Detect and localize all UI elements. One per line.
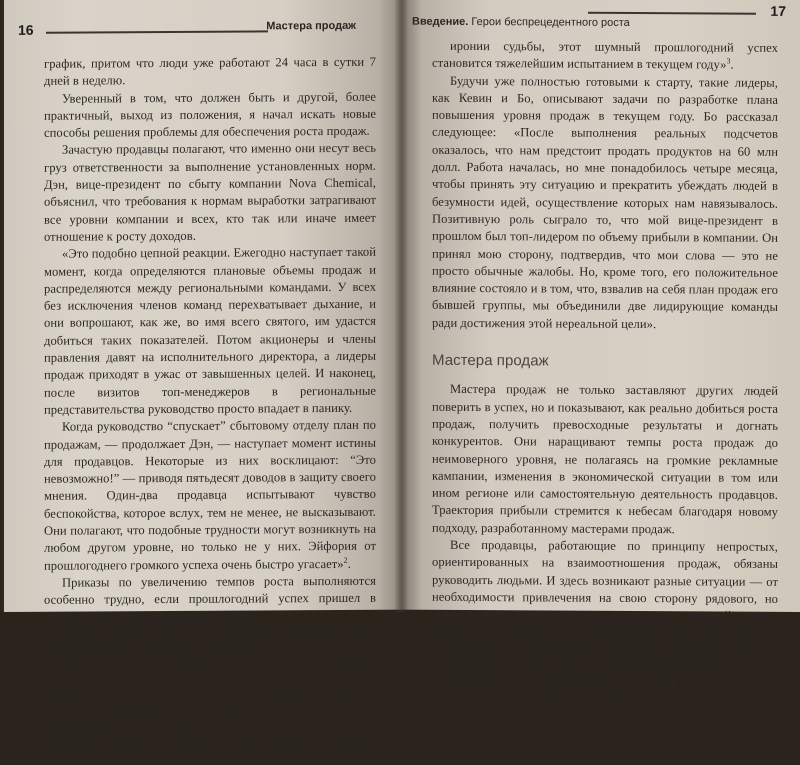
- paragraph: [44, 54, 376, 91]
- left-page-text: [44, 54, 376, 765]
- book-gutter: [394, 0, 408, 612]
- paragraph-text: график, притом что люди уже работают 24 часа в сутки 7 дней в неделю.: [44, 54, 376, 89]
- paragraph: [44, 417, 376, 575]
- right-running-title-bold: Введение.: [412, 15, 469, 28]
- footnote-ref: 3: [726, 56, 731, 66]
- paragraph-text: Кевин, вице-президент по продажам, объяснил, каким образом может увеличиваться давление.: [44, 625, 376, 659]
- right-running-title: [412, 16, 630, 29]
- paragraph-text: Уверенный в том, что должен быть и другой, более практичный, выход из положения, я начал искать новые способы решения проблемы для обеспечения роста продаж.: [44, 89, 376, 140]
- paragraph-text: «Это подобно цепной реакции. Ежегодно наступает такой момент, когда определяются плановые объемы продаж и распределяются между региональными командами. У всех без исключения членов команд перехватывает дыхание, и они вопрошают, как же, во имя всего святого, им удастся добиться таких показателей. Потом акционеры и члены правления давят на исполнительного директора, а лидеры продаж приходят в ужас от завышенных целей. И наконец, после визитов топ-менеджеров в региональные представительства руководство просто впадает в панику.: [44, 244, 376, 417]
- left-page-number: 16: [18, 21, 34, 38]
- paragraph-text: Мастера продаж не только заставляют других людей поверить в успех, но и показывают, как реально добиться роста продаж, получить превосходные результаты и догнать конкурентов. Они наращивают темпы роста продаж до неимоверного уровня, не полагаясь на громкие рекламные кампании, изменения в экономической ситуации в том или ином регионе или самостоятельную деятельность продавцов. Траектория прибыли стремится к небесам благодаря новому подходу, разработанному мастерами продаж.: [432, 382, 778, 536]
- left-header-rule: [46, 30, 268, 33]
- paragraph: [432, 38, 778, 75]
- paragraph-text: Зачастую продавцы полагают, что именно они несут весь груз ответственности за выполнение установленных норм. Дэн, вице-президент по сбыту компании Nova Chemical, объяснил, что требования к нормам выработки затрагивают все уровни компании и всех, кто так или иначе имеет отношение к росту доходов.: [44, 141, 376, 244]
- right-page: [402, 0, 800, 709]
- paragraph: [432, 72, 778, 334]
- section-heading: Мастера продаж: [432, 351, 549, 370]
- paragraph: [44, 88, 376, 142]
- paragraph: [44, 659, 376, 765]
- paragraph-text: Когда руководство “спускает” сбытовому отделу план по продажам, — продолжает Дэн, — наступает момент истины для продавцов. Некоторые из них восклицают: “Это невозможно!” — приводя пятьдесят доводов в защиту своего мнения. Один-два продавца испытывают чувство беспокойства, которое вслух, тем не менее, не высказывают. Они полагают, что подобные трудности могут возникнуть на любом другом уровне, но только не у них. Эйфория от прошлогоднего громкого успеха очень быстро угасает»: [44, 417, 376, 573]
- left-page: [4, 0, 402, 763]
- right-header-rule: [588, 12, 756, 15]
- right-running-head: [412, 1, 794, 29]
- left-running-head: [16, 20, 378, 40]
- right-page-number: 17: [770, 2, 786, 19]
- paragraph: [44, 573, 376, 627]
- footnote-ref: 2: [343, 555, 348, 565]
- period: .: [730, 57, 734, 72]
- paragraph-text: «Все шло, как положено, и вот два продавца одновременно начинают вести пару крупных единичных сделок, сопряженных с большим объемом работ и серьезными затратами времени, но в случае отказа от них подобная возможность вряд ли представится в будущем. Поэтому компания ожидает их реализации. По: [44, 660, 376, 763]
- period: .: [347, 556, 351, 571]
- paragraph: [432, 537, 778, 712]
- paragraph-text: Все продавцы, работающие по принципу непростых, ориентированных на взаимоотношения продаж, обязаны руководить людьми. И здесь возникают разные ситуации — от необходимости привлечения на свою сторону рядового, но авторитетного сотрудника до завоевания симпатий членов комиссии по проекту; от мобилизации виртуальной группы поддержки до привлечения экспертов, которые даже не отчитываются перед нами, до попытки вдохновить 100 тысяч непосредственно подчиненных продавцов на достижение беспрецедентных темпов роста. Практически: [432, 537, 778, 709]
- paragraph: [44, 140, 376, 246]
- right-running-title-rest: Герои беспрецедентного роста: [471, 15, 630, 29]
- paragraph-text: иронии судьбы, этот шумный прошлогодний успех становится тяжелейшим испытанием в текущем году»: [432, 38, 778, 72]
- paragraph-text: Приказы по увеличению темпов роста выполняются особенно трудно, если прошлогодний успех пришел в результате крупных единичных сделок.: [44, 573, 376, 625]
- left-running-title: Мастера продаж: [266, 19, 356, 33]
- paragraph: [432, 381, 778, 539]
- paragraph-text: Будучи уже полностью готовыми к старту, такие лидеры, как Кевин и Бо, описывают задачи по разработке плана повышения уровня продаж в текущем году. Бо рассказал следующее: «После выполнения реальных подсчетов оказалось, что нам предстоит продать продуктов на 60 млн долл. Работа началась, но мне понадобилось четыре месяца, чтобы принять эту ситуацию и прекратить убеждать людей в безумности идей, осуществление которых нам навязывалось. Позитивную роль сыграло то, что мой вице-президент в прошлом был топ-лидером по объему прибыли в компании. Он принял мою сторону, подтвердив, что мои слова — это не просто обычные жалобы. Но, кроме того, его положительное влияние состояло и в том, что, взвалив на себя план продаж его бывшей группы, мы объединили две лидирующие команды ради достижения этой нереальной цели».: [432, 73, 778, 331]
- right-page-text: [432, 38, 778, 712]
- paragraph: [44, 625, 376, 662]
- paragraph: [44, 244, 376, 419]
